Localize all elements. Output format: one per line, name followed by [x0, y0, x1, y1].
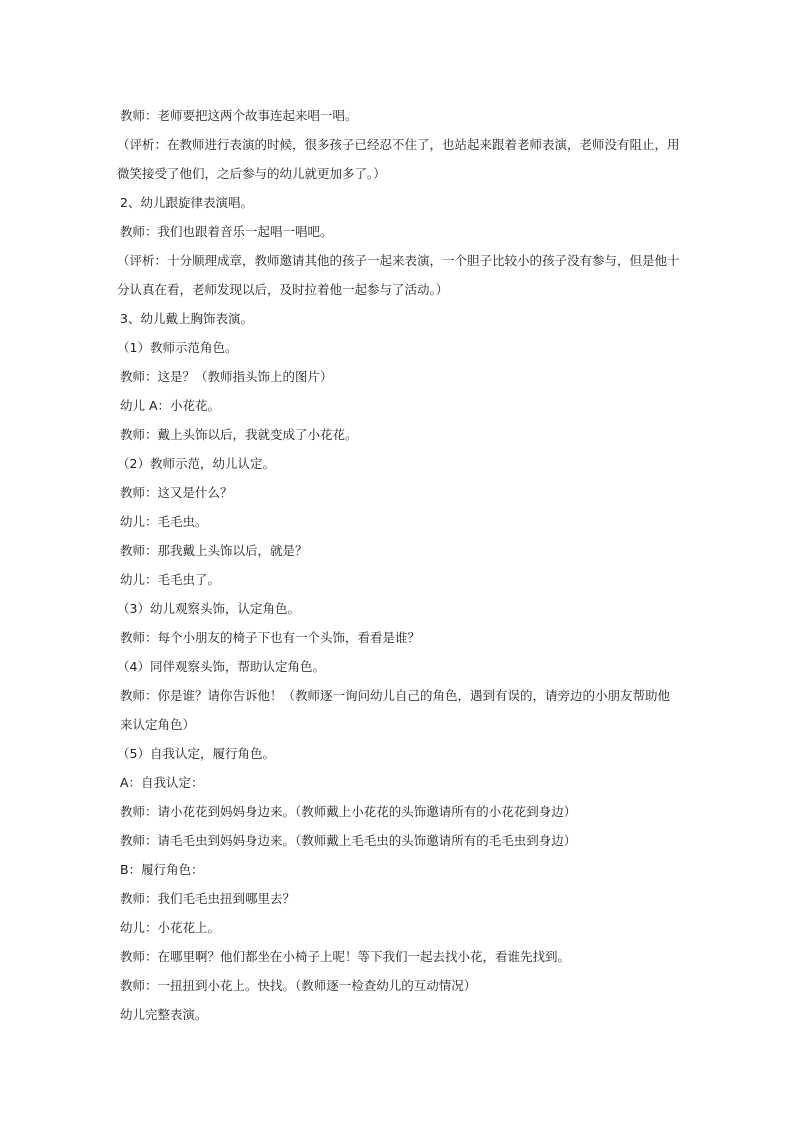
paragraph: 教师：戴上头饰以后，我就变成了小花花。	[120, 427, 358, 442]
subsection-heading: （2）教师示范，幼儿认定。	[117, 456, 275, 471]
subsection-heading: （1）教师示范角色。	[117, 340, 238, 355]
section-heading: 3、幼儿戴上胸饰表演。	[120, 311, 253, 326]
paragraph: 幼儿：小花花上。	[120, 920, 221, 935]
paragraph: 幼儿完整表演。	[120, 1007, 208, 1022]
paragraph-commentary: （评析：十分顺理成章，教师邀请其他的孩子一起来表演，一个胆子比较小的孩子没有参与，但是他十分认真在看，老师发现以后，及时拉着他一起参与了活动。）	[117, 253, 680, 297]
paragraph: 教师：老师要把这两个故事连起来唱一唱。	[120, 108, 358, 123]
subsection-heading: （5）自我认定，履行角色。	[117, 746, 275, 761]
paragraph: 教师：你是谁？请你告诉他！（教师逐一询问幼儿自己的角色，遇到有误的，请旁边的小朋友帮助他来认定角色）	[120, 688, 671, 732]
paragraph: 教师：我们也跟着音乐一起唱一唱吧。	[120, 224, 333, 239]
paragraph: 教师：在哪里啊？他们都坐在小椅子上呢！等下我们一起去找小花，看谁先找到。	[120, 949, 571, 964]
paragraph: 教师：那我戴上头饰以后，就是？	[120, 543, 308, 558]
paragraph: 幼儿：毛毛虫了。	[120, 572, 221, 587]
paragraph: A：自我认定：	[120, 775, 204, 790]
paragraph: 教师：每个小朋友的椅子下也有一个头饰，看看是谁？	[120, 630, 421, 645]
paragraph: B：履行角色：	[120, 862, 204, 877]
section-heading: 2、幼儿跟旋律表演唱。	[120, 195, 253, 210]
paragraph: 教师：一扭扭到小花上。快找。（教师逐一检查幼儿的互动情况）	[120, 978, 477, 993]
paragraph-commentary: （评析：在教师进行表演的时候，很多孩子已经忍不住了，也站起来跟着老师表演，老师没有阻止，用微笑接受了他们，之后参与的幼儿就更加多了。）	[117, 137, 680, 181]
paragraph: 教师：这又是什么？	[120, 485, 233, 500]
paragraph: 教师：请小花花到妈妈身边来。（教师戴上小花花的头饰邀请所有的小花花到身边）	[120, 804, 577, 819]
paragraph: 教师：请毛毛虫到妈妈身边来。（教师戴上毛毛虫的头饰邀请所有的毛毛虫到身边）	[120, 833, 577, 848]
subsection-heading: （4）同伴观察头饰，帮助认定角色。	[117, 659, 325, 674]
paragraph: 教师：我们毛毛虫扭到哪里去？	[120, 891, 296, 906]
paragraph: 教师：这是？（教师指头饰上的图片）	[120, 369, 333, 384]
document-body	[117, 101, 680, 1029]
subsection-heading: （3）幼儿观察头饰，认定角色。	[117, 601, 300, 616]
paragraph: 幼儿 A：小花花。	[120, 398, 221, 413]
paragraph: 幼儿：毛毛虫。	[120, 514, 208, 529]
